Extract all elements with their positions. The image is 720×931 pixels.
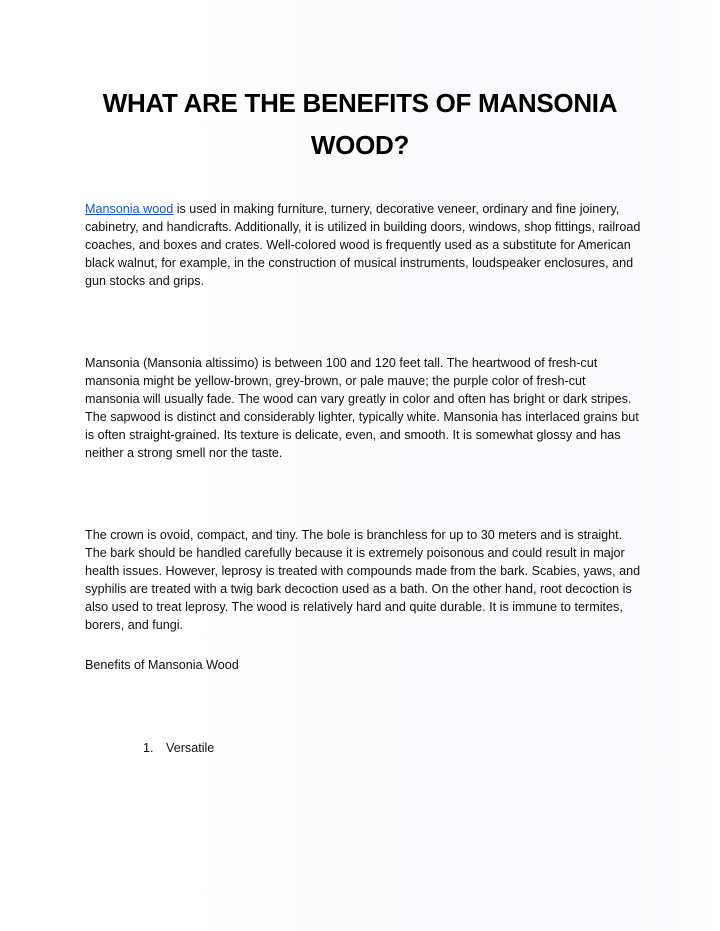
benefits-list — [143, 739, 214, 757]
list-item-label: Versatile — [166, 741, 215, 755]
paragraph-description: Mansonia (Mansonia altissimo) is between 100 and 120 feet tall. The heartwood of fresh-cut mansonia might be yellow-brown, grey-brown, or pale mauve; the purple color of fresh-cut mansonia will usually fade. The wood can vary greatly in color and often has bright or dark stripes. The sapwood is distinct and considerably lighter, typically white. Mansonia has interlaced grains but is often straight-grained. Its texture is delicate, even, and smooth. It is somewhat glossy and has neither a strong smell nor the taste. — [85, 356, 639, 460]
paragraph-uses — [85, 200, 641, 290]
paragraph-uses-text: is used in making furniture, turnery, decorative veneer, ordinary and fine joinery, cabinetry, and handicrafts. Additionally, it is utilized in building doors, windows, shop fittings, railroad coaches, and boxes and crates. Well-colored wood is frequently used as a substitute for American black walnut, for example, in the construction of musical instruments, loudspeaker enclosures, and gun stocks and grips. — [85, 202, 641, 288]
list-item-number: 1. — [143, 741, 154, 755]
page-title: WHAT ARE THE BENEFITS OF MANSONIA WOOD? — [102, 88, 618, 160]
list-item — [143, 739, 214, 757]
mansonia-wood-link[interactable]: Mansonia wood — [85, 202, 174, 216]
section-heading-benefits: Benefits of Mansonia Wood — [85, 658, 239, 672]
paragraph-crown-bark: The crown is ovoid, compact, and tiny. The bole is branchless for up to 30 meters and is straight. The bark should be handled carefully because it is extremely poisonous and could result in major health issues. However, leprosy is treated with compounds made from the bark. Scabies, yaws, and syphilis are treated with a twig bark decoction used as a bath. On the other hand, root decoction is also used to treat leprosy. The wood is relatively hard and quite durable. It is immune to termites, borers, and fungi. — [85, 528, 641, 632]
